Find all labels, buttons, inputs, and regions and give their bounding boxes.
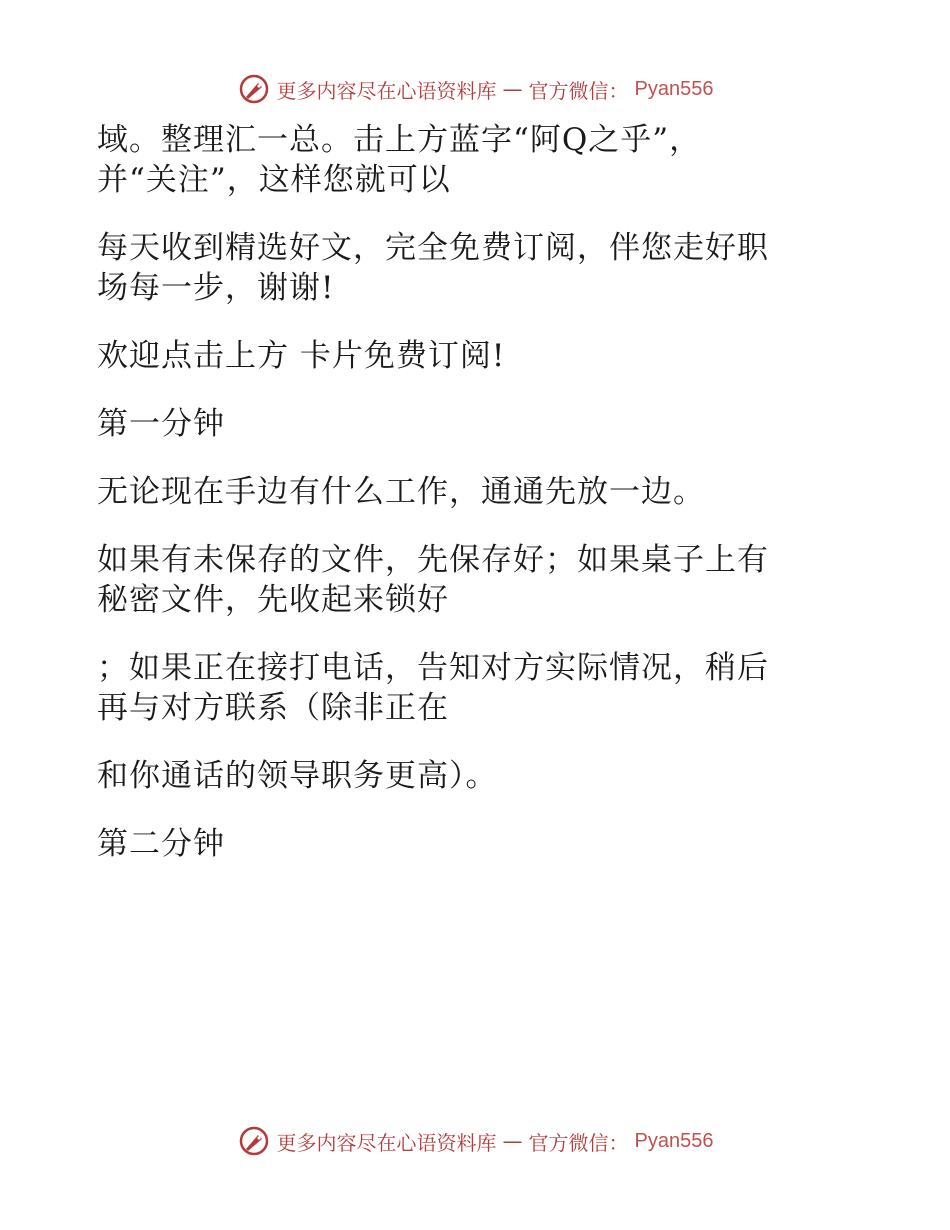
banner-dash: — [502,77,523,101]
section-heading [97,824,857,864]
banner-dash: — [502,1129,523,1153]
paragraph [97,756,857,796]
paragraph [97,540,857,620]
text-line: 无论现在手边有什么工作，通通先放一边。 [97,474,705,510]
paragraph [97,336,857,376]
section-heading [97,404,857,444]
text-line: 和你通话的领导职务更高）。 [97,758,498,794]
text-line: 如果有未保存的文件，先保存好；如果桌子上有 [97,542,769,578]
text-line: 第一分钟 [97,406,225,442]
header-banner [0,72,950,106]
paragraph [97,120,857,200]
text-line: 场每一步，谢谢! [97,270,335,306]
paragraph [97,228,857,308]
text-line: 域。整理汇一总。击上方蓝字“阿Q之乎”， [97,122,702,158]
banner-lead-text: 更多内容尽在心语资料库 [276,78,497,103]
pen-nib-logo-icon [237,72,271,106]
document-body [97,120,857,892]
pen-nib-logo-icon [237,1124,271,1158]
text-line: 第二分钟 [97,826,225,862]
footer-banner [0,1124,950,1158]
text-line: 秘密文件，先收起来锁好 [97,582,449,618]
paragraph [97,648,857,728]
text-line: 欢迎点击上方 卡片免费订阅! [97,338,506,374]
banner-official-label: 官方微信： [528,78,629,103]
paragraph [97,472,857,512]
text-line: 再与对方联系（除非正在 [97,690,449,726]
banner-wechat-id: Pyan556 [634,1129,714,1152]
banner-wechat-id: Pyan556 [634,77,714,100]
text-line: 每天收到精选好文，完全免费订阅，伴您走好职 [97,230,769,266]
text-line: ；如果正在接打电话，告知对方实际情况，稍后 [97,650,769,686]
banner-official-label: 官方微信： [528,1130,629,1155]
banner-lead-text: 更多内容尽在心语资料库 [276,1130,497,1155]
text-line: 并“关注”，这样您就可以 [97,162,451,198]
